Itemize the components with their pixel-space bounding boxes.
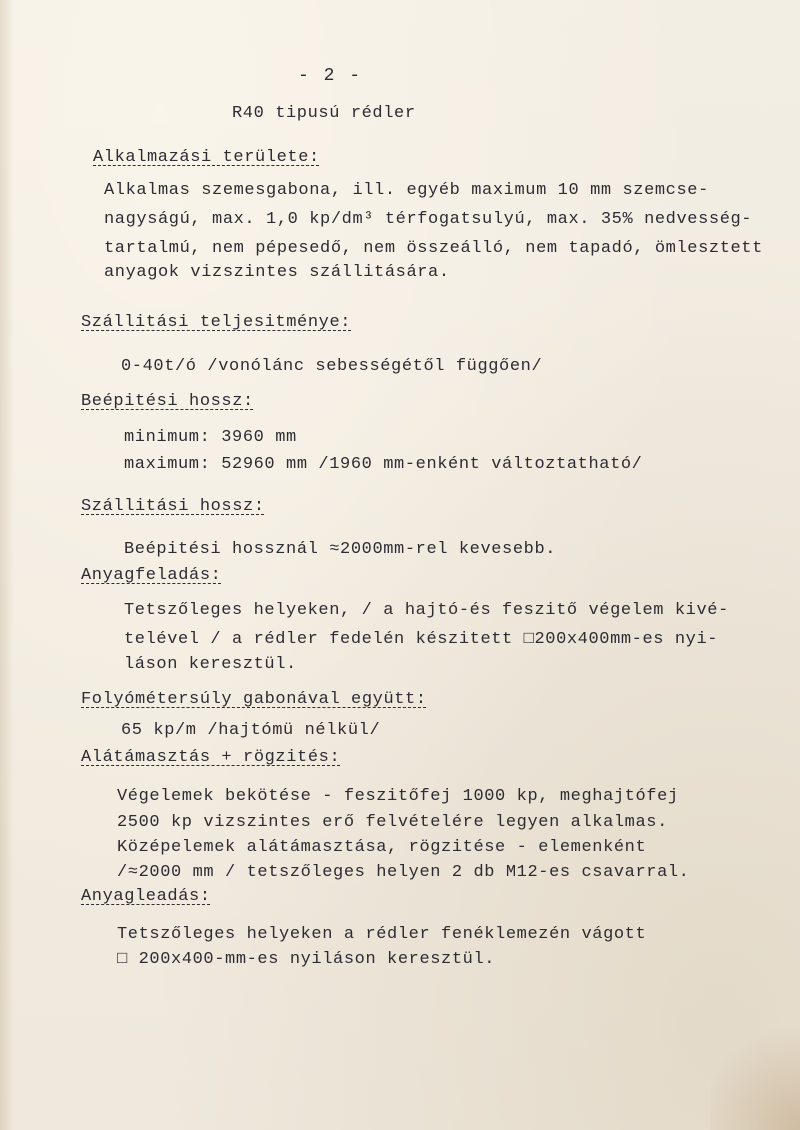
- text-line: 0-40t/ó /vonólánc sebességétől függően/: [121, 357, 543, 376]
- text-line: Alkalmas szemesgabona, ill. egyéb maximum 10 mm szemcse-: [104, 181, 709, 200]
- text-line: láson keresztül.: [124, 655, 297, 674]
- text-line: nagyságú, max. 1,0 kp/dm³ térfogatsulyú, max. 35% nedvesség-: [104, 210, 753, 229]
- section-heading-application-area: Alkalmazási területe:: [93, 148, 320, 167]
- text-line: telével / a rédler fedelén készitett □200x400mm-es nyi-: [124, 630, 719, 649]
- section-heading-transport-capacity: Szállitási teljesitménye:: [81, 313, 352, 332]
- paper-corner-stain: [710, 1010, 800, 1130]
- section-heading-installation-length: Beépitési hossz:: [81, 392, 254, 411]
- text-line: maximum: 52960 mm /1960 mm-enként változtatható/: [124, 455, 643, 474]
- text-line: Beépitési hossznál ≈2000mm-rel kevesebb.: [124, 540, 557, 559]
- text-line: 65 kp/m /hajtómü nélkül/: [121, 721, 381, 740]
- section-heading-transport-length: Szállitási hossz:: [81, 497, 265, 516]
- text-line: /≈2000 mm / tetszőleges helyen 2 db M12-es csavarral.: [117, 863, 690, 882]
- text-line: anyagok vizszintes szállitására.: [104, 263, 450, 282]
- document-title: R40 tipusú rédler: [232, 104, 416, 123]
- text-line: Tetszőleges helyeken a rédler fenéklemezén vágott: [117, 925, 647, 944]
- section-heading-support-fixing: Alátámasztás + rögzités:: [81, 748, 341, 767]
- text-line: □ 200x400-mm-es nyiláson keresztül.: [117, 950, 496, 969]
- text-line: tartalmú, nem pépesedő, nem összeálló, nem tapadó, ömlesztett: [104, 239, 763, 258]
- paper-edge-stain: [0, 0, 14, 1130]
- page-number: - 2 -: [298, 66, 363, 86]
- text-line: minimum: 3960 mm: [124, 428, 297, 447]
- text-line: Tetszőleges helyeken, / a hajtó-és feszitő végelem kivé-: [124, 601, 729, 620]
- text-line: Végelemek bekötése - feszitőfej 1000 kp, meghajtófej: [117, 787, 679, 806]
- section-heading-material-discharge: Anyagleadás:: [81, 887, 211, 906]
- text-line: 2500 kp vizszintes erő felvételére legyen alkalmas.: [117, 813, 668, 832]
- section-heading-material-feed: Anyagfeladás:: [81, 566, 222, 585]
- text-line: Középelemek alátámasztása, rögzitése - elemenként: [117, 838, 647, 857]
- section-heading-weight-per-meter: Folyómétersúly gabonával együtt:: [81, 690, 427, 709]
